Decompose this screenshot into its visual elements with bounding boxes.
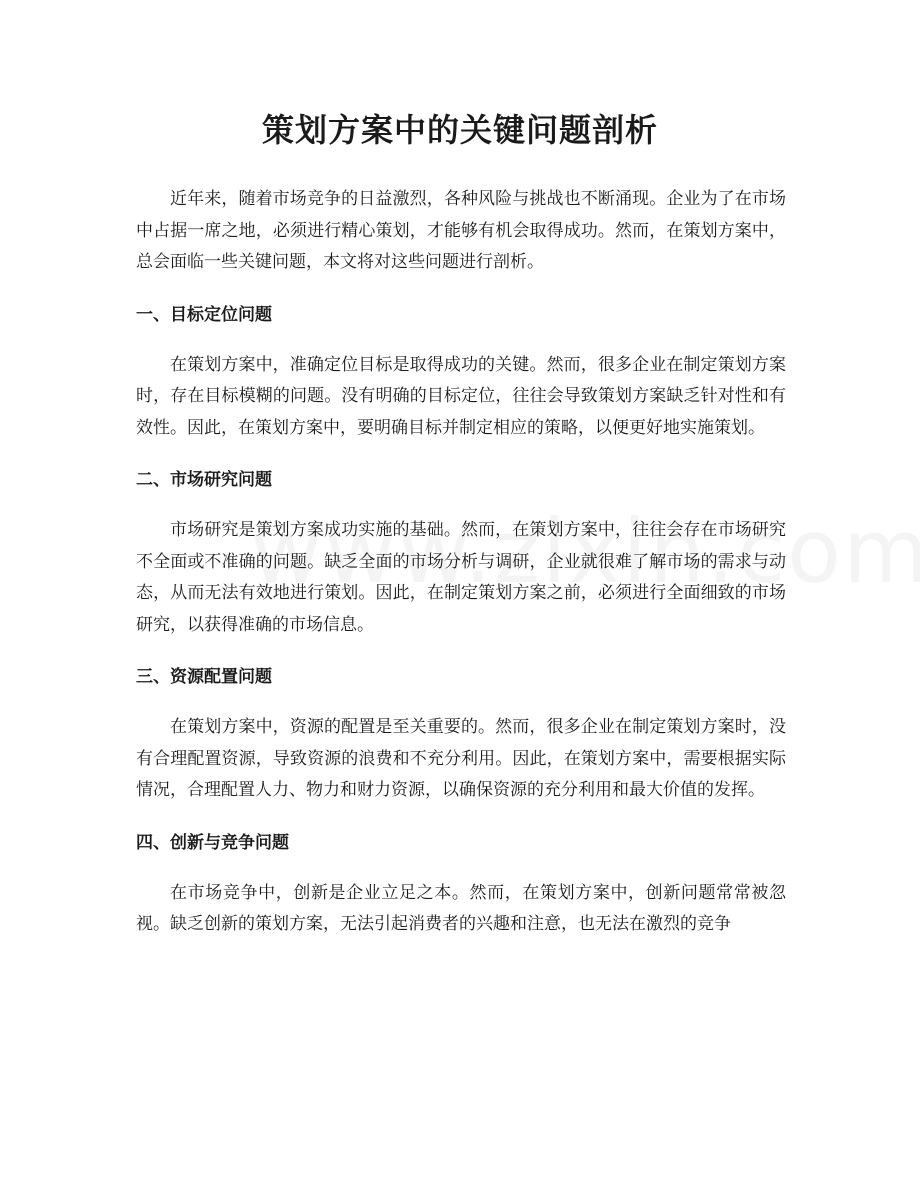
document-title: 策划方案中的关键问题剖析 bbox=[261, 111, 658, 149]
section-heading-3: 三、资源配置问题 bbox=[136, 667, 272, 687]
intro-paragraph: 近年来，随着市场竞争的日益激烈，各种风险与挑战也不断涌现。企业为了在市场中占据一席之地，必须进行精心策划，才能够有机会取得成功。然而，在策划方案中，总会面临一些关键问题，本文将对这些问题进行剖析。 bbox=[136, 189, 786, 272]
section-heading-4: 四、创新与竞争问题 bbox=[136, 832, 289, 853]
section-heading-1: 一、目标定位问题 bbox=[136, 304, 272, 325]
document-body bbox=[136, 184, 786, 941]
section-body-2: 市场研究是策划方案成功实施的基础。然而，在策划方案中，往往会存在市场研究不全面或不准确的问题。缺乏全面的市场分析与调研，企业就很难了解市场的需求与动态，从而无法有效地进行策划。因此，在制定策划方案之前，必须进行全面细致的市场研究，以获得准确的市场信息。 bbox=[136, 520, 786, 635]
section-heading-2: 二、市场研究问题 bbox=[136, 470, 272, 490]
section-body-3: 在策划方案中，资源的配置是至关重要的。然而，很多企业在制定策划方案时，没有合理配置资源，导致资源的浪费和不充分利用。因此，在策划方案中，需要根据实际情况，合理配置人力、物力和财力资源，以确保资源的充分利用和最大价值的发挥。 bbox=[136, 717, 786, 800]
section-body-4: 在市场竞争中，创新是企业立足之本。然而，在策划方案中，创新问题常常被忽视。缺乏创新的策划方案，无法引起消费者的兴趣和注意，也无法在激烈的竞争 bbox=[136, 882, 786, 934]
section-body-1: 在策划方案中，准确定位目标是取得成功的关键。然而，很多企业在制定策划方案时，存在目标模糊的问题。没有明确的目标定位，往往会导致策划方案缺乏针对性和有效性。因此，在策划方案中，要明确目标并制定相应的策略，以便更好地实施策划。 bbox=[136, 354, 786, 438]
